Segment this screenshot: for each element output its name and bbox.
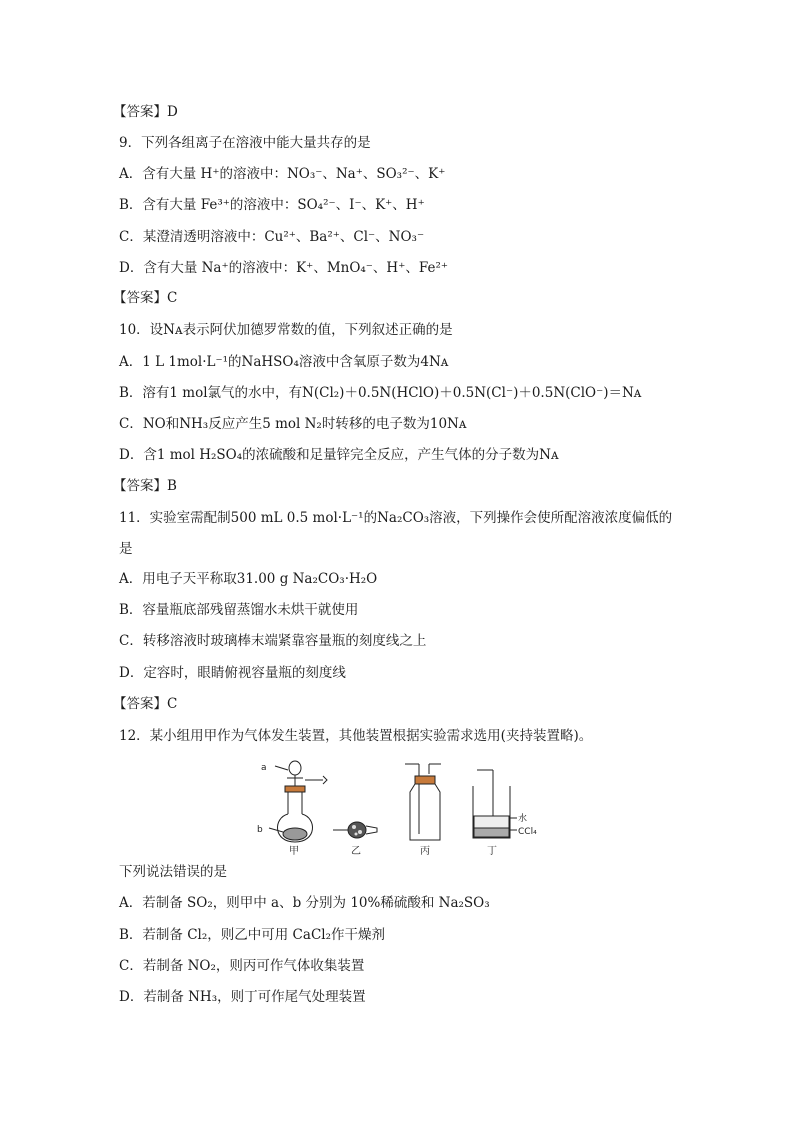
question-9-option-d: D．含有大量 Na⁺的溶液中：K⁺、MnO₄⁻、H⁺、Fe²⁺ bbox=[119, 260, 448, 276]
label-ccl4: CCl₄ bbox=[518, 827, 537, 837]
question-12-option-c: C．若制备 NO₂，则丙可作气体收集装置 bbox=[119, 958, 365, 974]
label-jia: 甲 bbox=[289, 846, 299, 856]
question-11-stem-cont: 是 bbox=[119, 541, 133, 557]
apparatus-ding bbox=[473, 770, 517, 838]
label-yi: 乙 bbox=[351, 846, 361, 856]
answer-q9: 【答案】C bbox=[113, 290, 178, 306]
question-12-prompt: 下列说法错误的是 bbox=[119, 864, 227, 880]
question-11-option-a: A．用电子天平称取31.00 g Na₂CO₃·H₂O bbox=[119, 571, 378, 587]
question-9-option-a: A．含有大量 H⁺的溶液中：NO₃⁻、Na⁺、SO₃²⁻、K⁺ bbox=[119, 166, 446, 182]
answer-q10: 【答案】B bbox=[113, 478, 177, 494]
question-9-option-b: B．含有大量 Fe³⁺的溶液中：SO₄²⁻、I⁻、K⁺、H⁺ bbox=[119, 197, 425, 213]
question-11-option-b: B．容量瓶底部残留蒸馏水未烘干就使用 bbox=[119, 602, 359, 618]
question-9-option-c: C．某澄清透明溶液中：Cu²⁺、Ba²⁺、Cl⁻、NO₃⁻ bbox=[119, 229, 425, 245]
answer-q8: 【答案】D bbox=[113, 104, 178, 120]
apparatus-jia bbox=[269, 761, 327, 842]
question-12-option-d: D．若制备 NH₃，则丁可作尾气处理装置 bbox=[119, 989, 366, 1005]
question-10-option-d: D．含1 mol H₂SO₄的浓硫酸和足量锌完全反应，产生气体的分子数为Nᴀ bbox=[119, 447, 559, 463]
question-11-stem: 11．实验室需配制500 mL 0.5 mol·L⁻¹的Na₂CO₃溶液，下列操作会使所配溶液浓度偏低的 bbox=[119, 510, 673, 526]
label-b: b bbox=[257, 825, 263, 835]
question-10-option-c: C．NO和NH₃反应产生5 mol N₂时转移的电子数为10Nᴀ bbox=[119, 416, 467, 432]
question-10-option-b: B．溶有1 mol氯气的水中，有N(Cl₂)＋0.5N(HClO)＋0.5N(Cl⁻)＋0.5N(ClO⁻)＝Nᴀ bbox=[119, 385, 642, 401]
label-a: a bbox=[261, 763, 267, 773]
label-ding: 丁 bbox=[487, 846, 497, 856]
question-11-option-c: C．转移溶液时玻璃棒末端紧靠容量瓶的刻度线之上 bbox=[119, 633, 427, 649]
apparatus-yi bbox=[333, 822, 377, 838]
question-12-stem: 12．某小组用甲作为气体发生装置，其他装置根据实验需求选用(夹持装置略)。 bbox=[119, 728, 593, 744]
question-12-option-a: A．若制备 SO₂，则甲中 a、b 分别为 10%稀硫酸和 Na₂SO₃ bbox=[119, 895, 490, 911]
apparatus-figure bbox=[255, 756, 545, 856]
question-10-option-a: A．1 L 1mol·L⁻¹的NaHSO₄溶液中含氧原子数为4Nᴀ bbox=[119, 354, 449, 370]
question-12-option-b: B．若制备 Cl₂，则乙中可用 CaCl₂作干燥剂 bbox=[119, 927, 385, 943]
answer-q11: 【答案】C bbox=[113, 696, 178, 712]
label-water: 水 bbox=[518, 814, 528, 824]
label-bing: 丙 bbox=[420, 846, 430, 856]
question-10-stem: 10．设Nᴀ表示阿伏加德罗常数的值，下列叙述正确的是 bbox=[119, 322, 453, 338]
apparatus-bing bbox=[405, 764, 441, 840]
question-9-stem: 9．下列各组离子在溶液中能大量共存的是 bbox=[119, 135, 371, 151]
question-11-option-d: D．定容时，眼睛俯视容量瓶的刻度线 bbox=[119, 665, 346, 681]
